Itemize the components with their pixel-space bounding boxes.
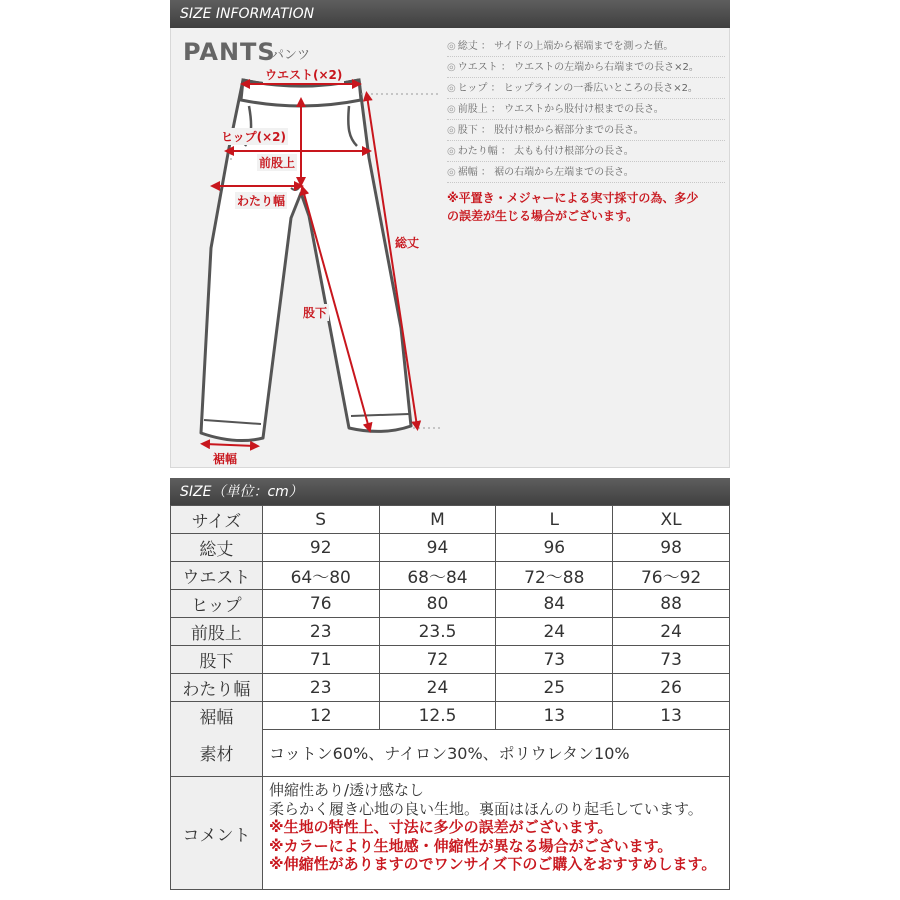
table-cell: 12 xyxy=(262,702,379,730)
table-cell: 13 xyxy=(613,702,730,730)
table-cell: 13 xyxy=(496,702,613,730)
label-inseam: 股下 xyxy=(303,306,328,320)
table-cell: 12.5 xyxy=(379,702,496,730)
material-value: コットン60%、ナイロン30%、ポリウレタン10% xyxy=(269,744,630,763)
table-row xyxy=(171,590,730,618)
note-front-rise: ◎ 前股上 ： ウエストから股付け根までの長さ。 xyxy=(447,99,725,120)
table-cell: 71 xyxy=(262,646,379,674)
table-cell: 84 xyxy=(496,590,613,618)
table-row xyxy=(171,618,730,646)
note-length: ◎ 総丈 ： サイドの上端から裾端までを測った値。 xyxy=(447,36,725,57)
comment-line: ※伸縮性がありますのでワンサイズ下のご購入をおすすめします。 xyxy=(269,855,717,873)
table-cell: 23 xyxy=(262,674,379,702)
table-cell: 80 xyxy=(379,590,496,618)
table-cell: 26 xyxy=(613,674,730,702)
table-row xyxy=(171,562,730,590)
comment-row xyxy=(170,777,730,890)
row-label: 前股上 xyxy=(171,618,263,646)
table-row xyxy=(171,534,730,562)
pants-title: PANTS xyxy=(183,38,276,66)
label-hip: ヒップ(×2) xyxy=(221,130,287,144)
table-cell: 96 xyxy=(496,534,613,562)
note-inseam: ◎ 股下 ： 股付け根から裾部分までの長さ。 xyxy=(447,120,725,141)
table-cell: 23 xyxy=(262,618,379,646)
note-waist: ◎ ウエスト ： ウエストの左端から右端までの長さ×2。 xyxy=(447,57,725,78)
header-cell: M xyxy=(379,506,496,534)
label-thigh: わたり幅 xyxy=(237,194,286,208)
pants-subtitle: パンツ xyxy=(271,48,311,63)
measurement-notes xyxy=(447,36,725,225)
note-hem: ◎ 裾幅 ： 裾の右端から左端までの長さ。 xyxy=(447,162,725,183)
size-information-header: SIZE INFORMATION xyxy=(170,0,730,28)
comment-line: ※生地の特性上、寸法に多少の誤差がございます。 xyxy=(269,818,613,836)
table-cell: 73 xyxy=(496,646,613,674)
comment-line: ※カラーにより生地感・伸縮性が異なる場合がございます。 xyxy=(269,836,673,855)
table-cell: 76 xyxy=(262,590,379,618)
material-row xyxy=(170,729,730,777)
table-cell: 23.5 xyxy=(379,618,496,646)
table-row xyxy=(171,702,730,730)
header-cell: S xyxy=(262,506,379,534)
table-cell: 92 xyxy=(262,534,379,562)
row-label: ヒップ xyxy=(171,590,263,618)
table-cell: 72 xyxy=(379,646,496,674)
row-label: 総丈 xyxy=(171,534,263,562)
measurement-warning: ※平置き・メジャーによる実寸採寸の為、多少 の誤差が生じる場合がございます。 xyxy=(447,191,699,223)
size-table-header: SIZE（単位：cm） xyxy=(170,478,730,506)
size-table xyxy=(170,505,730,730)
table-cell: 24 xyxy=(379,674,496,702)
material-label: 素材 xyxy=(171,729,263,776)
note-thigh: ◎ わたり幅 ： 太もも付け根部分の長さ。 xyxy=(447,141,725,162)
row-label: わたり幅 xyxy=(171,674,263,702)
table-cell: 98 xyxy=(613,534,730,562)
header-cell: L xyxy=(496,506,613,534)
table-cell: 88 xyxy=(613,590,730,618)
table-cell: 68〜84 xyxy=(379,562,496,590)
table-header-row xyxy=(171,506,730,534)
row-label: 裾幅 xyxy=(171,702,263,730)
pants-diagram-panel xyxy=(170,28,730,468)
table-cell: 94 xyxy=(379,534,496,562)
comment-body xyxy=(263,777,729,889)
row-label: 股下 xyxy=(171,646,263,674)
table-row xyxy=(171,646,730,674)
comment-line: 柔らかく履き心地の良い生地。裏面はほんのり起毛しています。 xyxy=(269,799,703,818)
table-cell: 73 xyxy=(613,646,730,674)
table-cell: 25 xyxy=(496,674,613,702)
header-cell: XL xyxy=(613,506,730,534)
label-hem: 裾幅 xyxy=(213,452,238,466)
note-hip: ◎ ヒップ ： ヒップラインの一番広いところの長さ×2。 xyxy=(447,78,725,99)
table-cell: 72〜88 xyxy=(496,562,613,590)
header-cell: サイズ xyxy=(171,506,263,534)
table-cell: 64〜80 xyxy=(262,562,379,590)
label-waist: ウエスト(×2) xyxy=(265,68,343,82)
row-label: ウエスト xyxy=(171,562,263,590)
table-cell: 24 xyxy=(496,618,613,646)
label-length: 総丈 xyxy=(395,236,420,250)
comment-label: コメント xyxy=(171,777,263,889)
table-row xyxy=(171,674,730,702)
table-cell: 24 xyxy=(613,618,730,646)
label-front-rise: 前股上 xyxy=(259,156,296,170)
comment-line: 伸縮性あり/透け感なし xyxy=(269,781,425,799)
table-cell: 76〜92 xyxy=(613,562,730,590)
